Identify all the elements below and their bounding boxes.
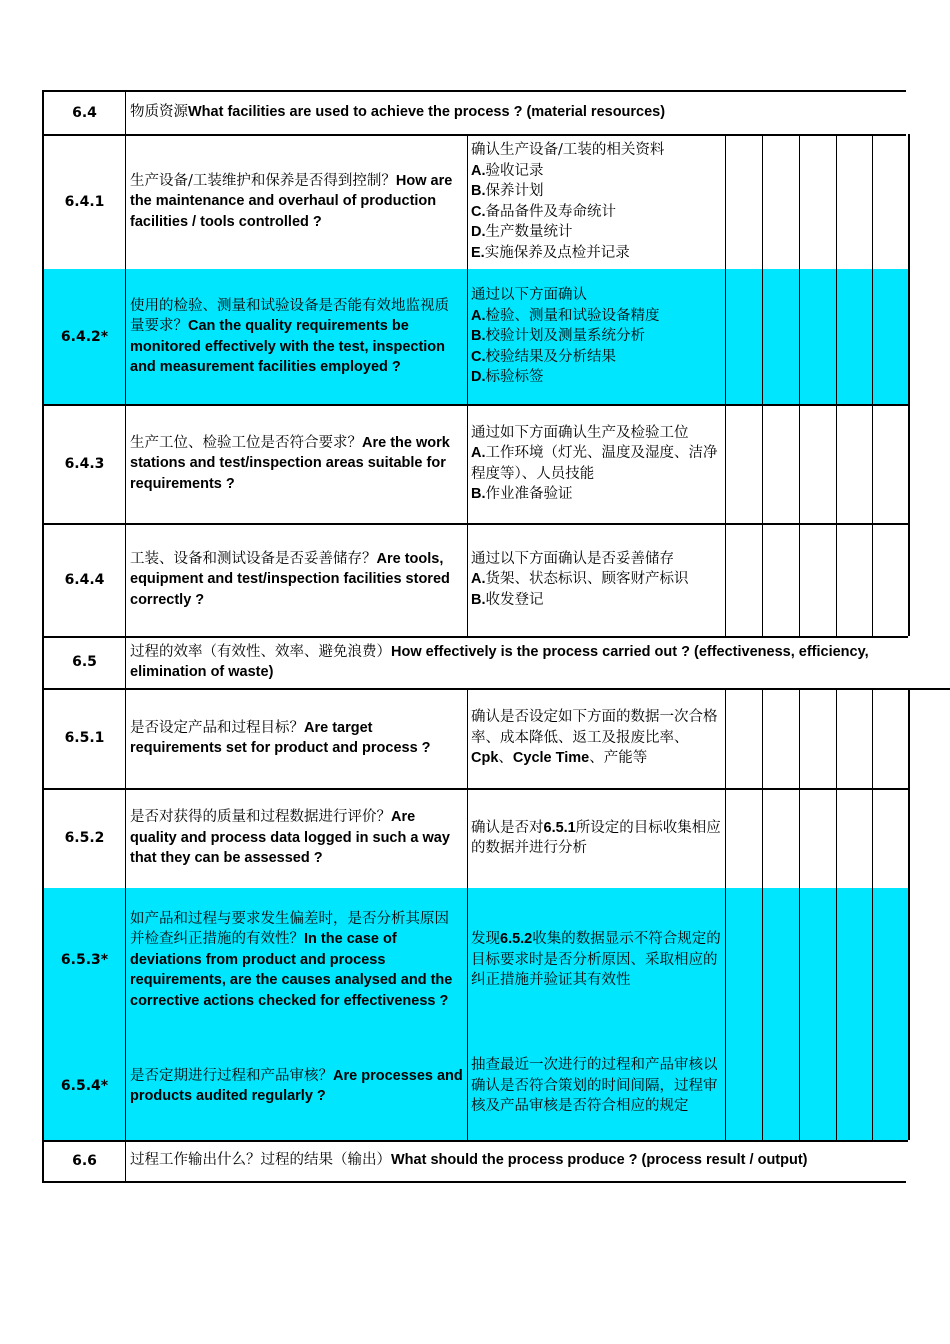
section-title	[126, 1140, 906, 1181]
question-en: Are the work stations and test/inspection areas suitable for	[130, 434, 450, 472]
row-number: 6.6	[44, 1140, 126, 1181]
question-zh: 如产品和过程与要求发生偏差时，是否分析其原因并检查纠正措施的有效性？	[130, 910, 449, 948]
rating-cell[interactable]	[837, 688, 873, 788]
rating-cell[interactable]	[873, 269, 910, 404]
row-number: 6.4.2*	[44, 269, 126, 404]
rating-cell[interactable]	[873, 888, 910, 1032]
method-item: B.收发登记	[471, 591, 544, 608]
question-cell	[126, 1032, 468, 1140]
rating-cell[interactable]	[837, 269, 873, 404]
rating-cell[interactable]	[800, 134, 837, 269]
method-text: 确认是否对	[471, 819, 544, 836]
rating-cell[interactable]	[837, 1032, 873, 1140]
row-number: 6.4.1	[44, 134, 126, 269]
rating-cell[interactable]	[763, 523, 800, 636]
rating-cell[interactable]	[873, 688, 910, 788]
row-number: 6.5	[44, 636, 126, 688]
question-zh: 是否定期进行过程和产品审核？	[130, 1067, 333, 1084]
rating-cell[interactable]	[873, 788, 910, 888]
question-en: How are the maintenance and overhaul of production facilities / tools controlled ?	[130, 172, 453, 230]
method-intro: 确认生产设备/工装的相关资料	[471, 142, 665, 158]
question-row-6-5-1	[42, 688, 908, 790]
rating-cell[interactable]	[726, 688, 763, 788]
rating-cell[interactable]	[726, 134, 763, 269]
question-row-6-5-3	[42, 888, 908, 1034]
section-title	[126, 91, 906, 134]
question-en: In the case of deviations from product and process requirements, are the causes analysed and the corrective actions checked for effectiveness ?	[130, 931, 453, 1009]
rating-cell[interactable]	[800, 888, 837, 1032]
method-item: A.工作环境（灯光、温度及湿度、洁净程度等）、人员技能	[471, 445, 718, 482]
method-item: D.生产数量统计	[471, 224, 573, 240]
method-cell: 确认是否对6.5.1所设定的目标收集相应的数据并进行分析	[468, 788, 726, 888]
rating-cell[interactable]	[837, 523, 873, 636]
rating-cell[interactable]	[763, 688, 800, 788]
question-cell	[126, 788, 468, 888]
method-cell	[468, 404, 726, 523]
method-intro: 通过以下方面确认是否妥善储存	[471, 550, 674, 567]
section-row-6-5	[42, 636, 950, 690]
question-en-line2: requirements ?	[130, 475, 235, 492]
method-intro: 通过如下方面确认生产及检验工位	[471, 424, 689, 441]
method-cell: 发现6.5.2收集的数据显示不符合规定的目标要求时是否分析原因、采取相应的纠正措施并验证其有效性	[468, 888, 726, 1032]
method-text: 抽查最近一次进行的过程和产品审核以确认是否符合策划的时间间隔，过程审核及产品审核是否符合相应的规定	[471, 1057, 718, 1115]
question-row-6-5-4	[42, 1032, 908, 1142]
question-row-6-4-1	[42, 134, 908, 271]
row-number: 6.4.4	[44, 523, 126, 636]
question-zh: 生产工位、检验工位是否符合要求？	[130, 434, 362, 451]
rating-cell[interactable]	[837, 788, 873, 888]
method-cell: 确认是否设定如下方面的数据一次合格率、成本降低、返工及报废比率、Cpk、Cycle Time、产能等	[468, 688, 726, 788]
method-cell	[468, 523, 726, 636]
rating-cell[interactable]	[763, 1032, 800, 1140]
section-row-6-6	[42, 1140, 906, 1183]
question-en: Are processes and products audited regularly ?	[130, 1067, 463, 1104]
rating-cell[interactable]	[726, 404, 763, 523]
method-item: B.作业准备验证	[471, 486, 573, 502]
method-item: D.标验标签	[471, 369, 544, 386]
section-row-6-4	[42, 91, 906, 136]
question-cell	[126, 523, 468, 636]
method-cell	[468, 1032, 726, 1140]
rating-cell[interactable]	[763, 134, 800, 269]
question-en: Are quality and process data logged in such a way that they can be assessed ?	[130, 809, 450, 867]
rating-cell[interactable]	[726, 523, 763, 636]
question-row-6-5-2	[42, 788, 908, 890]
method-item: C.备品备件及寿命统计	[471, 203, 616, 220]
method-text: 确认是否设定如下方面的数据一次合格率、成本降低、返工及报废比率、	[471, 709, 718, 746]
rating-cell[interactable]	[763, 269, 800, 404]
method-item: A.检验、测量和试验设备精度	[471, 307, 660, 324]
method-cell	[468, 269, 726, 404]
rating-cell[interactable]	[726, 888, 763, 1032]
title-zh: 过程工作输出什么？过程的结果（输出）	[130, 1152, 391, 1169]
question-row-6-4-3	[42, 404, 908, 525]
row-number: 6.5.2	[44, 788, 126, 888]
rating-cell[interactable]	[837, 888, 873, 1032]
title-zh: 过程的效率（有效性、效率、避免浪费）	[130, 643, 391, 660]
question-cell	[126, 269, 468, 404]
rating-cell[interactable]	[800, 404, 837, 523]
question-zh: 使用的检验、测量和试验设备是否能有效地监视质量要求？	[130, 297, 449, 334]
rating-cell[interactable]	[800, 269, 837, 404]
row-number: 6.5.3*	[44, 888, 126, 1032]
rating-cell[interactable]	[873, 1032, 910, 1140]
question-cell	[126, 688, 468, 788]
rating-cell[interactable]	[873, 134, 910, 269]
rating-cell[interactable]	[763, 888, 800, 1032]
title-en: What facilities are used to achieve the process ? (material resources)	[188, 104, 666, 121]
row-number: 6.4.3	[44, 404, 126, 523]
rating-cell[interactable]	[726, 788, 763, 888]
title-zh: 物质资源	[130, 104, 188, 121]
rating-cell[interactable]	[800, 523, 837, 636]
method-item: A.验收记录	[471, 162, 544, 179]
row-number: 6.5.4*	[44, 1032, 126, 1140]
method-intro: 通过以下方面确认	[471, 287, 587, 304]
rating-cell[interactable]	[763, 788, 800, 888]
question-en: Can the quality requirements be monitored effectively with the test, inspection and measurement facilities employed ?	[130, 318, 446, 375]
row-number: 6.4	[44, 91, 126, 134]
method-item: B.校验计划及测量系统分析	[471, 328, 645, 345]
title-en: How effectively is the process carried out ? (effectiveness, efficiency, elimination of waste)	[130, 643, 869, 680]
question-row-6-4-4	[42, 523, 908, 638]
method-item: A.货架、状态标识、顾客财产标识	[471, 571, 689, 588]
rating-cell[interactable]	[726, 269, 763, 404]
question-zh: 生产设备/工装维护和保养是否得到控制？	[130, 172, 396, 189]
method-item: C.校验结果及分析结果	[471, 348, 616, 365]
method-cell	[468, 134, 726, 269]
question-en: Are target requirements set for product and process ?	[130, 719, 431, 756]
method-item: E.实施保养及点检并记录	[471, 244, 630, 261]
rating-cell[interactable]	[873, 404, 910, 523]
question-cell	[126, 134, 468, 269]
section-title	[126, 636, 950, 688]
method-item: B.保养计划	[471, 183, 544, 199]
row-number: 6.5.1	[44, 688, 126, 788]
rating-cell[interactable]	[873, 523, 910, 636]
question-zh: 是否设定产品和过程目标？	[130, 719, 304, 736]
rating-cell[interactable]	[800, 688, 837, 788]
rating-cell[interactable]	[800, 788, 837, 888]
question-row-6-4-2	[42, 269, 908, 406]
question-zh: 工装、设备和测试设备是否妥善储存？	[130, 550, 377, 567]
question-cell	[126, 404, 468, 523]
question-cell	[126, 888, 468, 1032]
rating-cell[interactable]	[837, 134, 873, 269]
question-zh: 是否对获得的质量和过程数据进行评价？	[130, 809, 391, 826]
rating-cell[interactable]	[726, 1032, 763, 1140]
title-en: What should the process produce ? (process result / output)	[391, 1152, 808, 1169]
rating-cell[interactable]	[837, 404, 873, 523]
method-text: 发现	[471, 931, 500, 948]
rating-cell[interactable]	[800, 1032, 837, 1140]
rating-cell[interactable]	[763, 404, 800, 523]
question-en: Are tools, equipment and test/inspection facilities stored correctly ?	[130, 550, 450, 608]
